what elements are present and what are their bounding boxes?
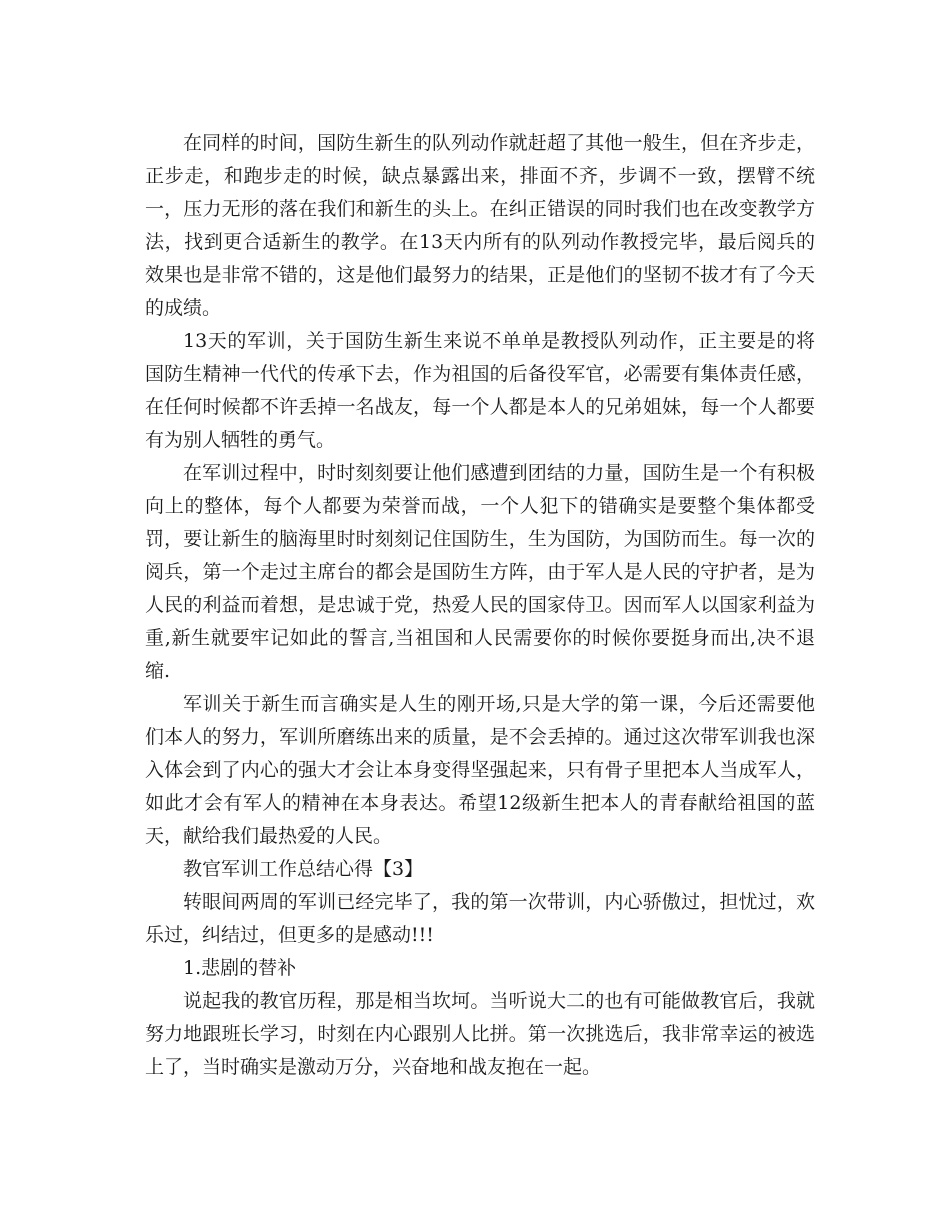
paragraph-6: 说起我的教官历程，那是相当坎坷。当听说大二的也有可能做教官后，我就努力地跟班长学习，时刻在内心跟别人比拼。第一次挑选后，我非常幸运的被选上了，当时确实是激动万分，兴奋地和战友抱在一起。	[145, 990, 815, 1078]
subsection-heading: 1.悲剧的替补	[183, 957, 297, 979]
paragraph-2: 13天的军训，关于国防生新生来说不单单是教授队列动作，正主要是的将国防生精神一代代的传承下去，作为祖国的后备役军官，必需要有集体责任感，在任何时候都不许丢掉一名战友，每一个人都是本人的兄弟姐妹，每一个人都要有为别人牺牲的勇气。	[145, 330, 815, 451]
paragraph-4: 军训关于新生而言确实是人生的刚开场,只是大学的第一课，今后还需要他们本人的努力，军训所磨练出来的质量，是不会丢掉的。通过这次带军训我也深入体会到了内心的强大才会让本身变得坚强起来，只有骨子里把本人当成军人，如此才会有军人的精神在本身表达。希望12级新生把本人的青春献给祖国的蓝天，献给我们最热爱的人民。	[145, 693, 815, 847]
section-heading: 教官军训工作总结心得【3】	[183, 858, 424, 880]
paragraph-5: 转眼间两周的军训已经完毕了，我的第一次带训，内心骄傲过，担忧过，欢乐过，纠结过，但更多的是感动!!!	[145, 891, 815, 946]
paragraph-1: 在同样的时间，国防生新生的队列动作就赶超了其他一般生，但在齐步走，正步走，和跑步走的时候，缺点暴露出来，排面不齐，步调不一致，摆臂不统一，压力无形的落在我们和新生的头上。在纠正错误的同时我们也在改变教学方法，找到更合适新生的教学。在13天内所有的队列动作教授完毕，最后阅兵的效果也是非常不错的，这是他们最努力的结果，正是他们的坚韧不拔才有了今天的成绩。	[145, 132, 815, 319]
document-body	[145, 127, 815, 1084]
paragraph-3: 在军训过程中，时时刻刻要让他们感遭到团结的力量，国防生是一个有积极向上的整体，每个人都要为荣誉而战，一个人犯下的错确实是要整个集体都受罚，要让新生的脑海里时时刻刻记住国防生，生为国防，为国防而生。每一次的阅兵，第一个走过主席台的都会是国防生方阵，由于军人是人民的守护者，是为人民的利益而着想，是忠诚于党，热爱人民的国家侍卫。因而军人以国家利益为重,新生就要牢记如此的誓言,当祖国和人民需要你的时候你要挺身而出,决不退缩.	[145, 462, 815, 682]
